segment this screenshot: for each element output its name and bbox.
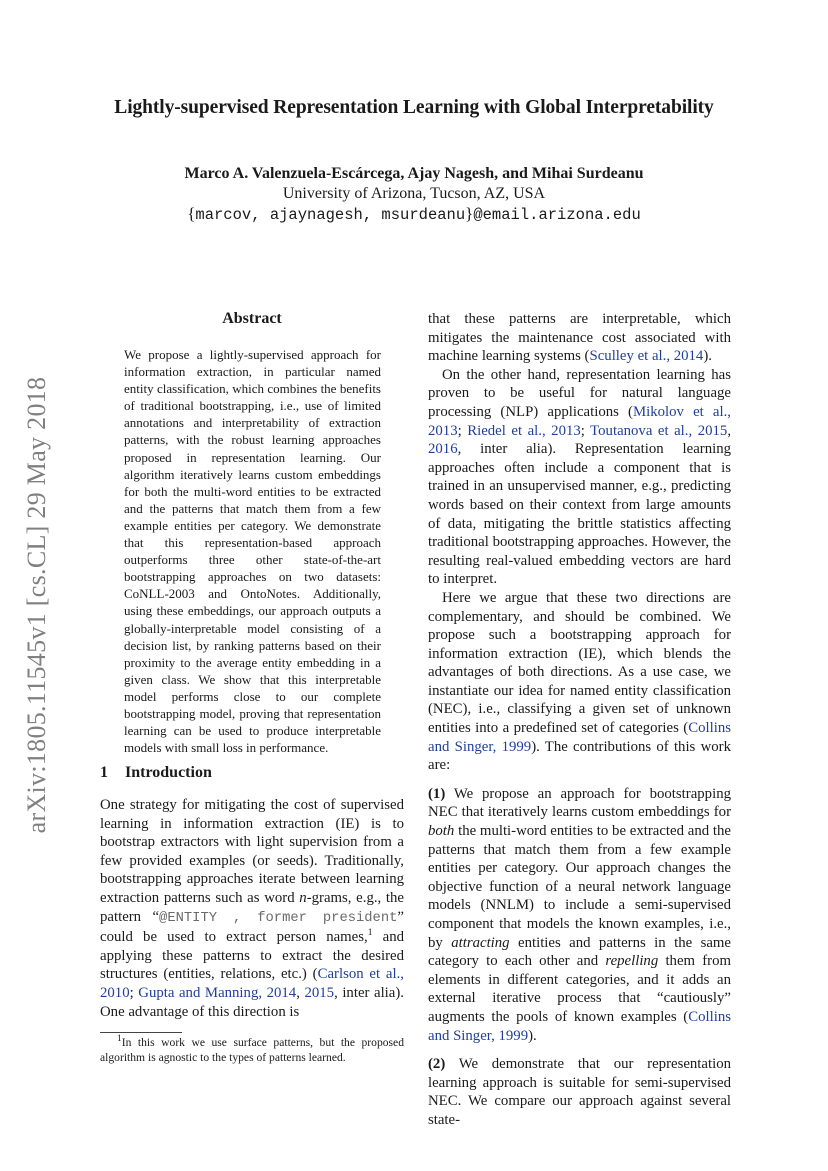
text-run: We demonstrate that our representation learning approach is suitable for semi-supervised NEC. We compare our approach against several state- xyxy=(428,1056,731,1128)
citation-link[interactable]: 2016 xyxy=(428,441,458,458)
citation-link[interactable]: Collins and Singer, 1999 xyxy=(428,1008,731,1044)
paper-title: Lightly-supervised Representation Learning with Global Interpretability xyxy=(114,97,714,118)
abstract-text: We propose a lightly-supervised approach for information extraction, in particular named entity classification, which combines the benefits of traditional bootstrapping, i.e., use of limited annotations and interpretability of extraction patterns, with the robust learning approaches proposed in representation learning. Our algorithm iteratively learns custom embeddings for both the multi-word entities to be extracted and the patterns that match them from a few example entities per category. We demonstrate that this representation-based approach outperforms three other state-of-the-art bootstrapping approaches on two datasets: CoNLL-2003 and OntoNotes. Additionally, using these embeddings, our approach outputs a globally-interpretable model consisting of a decision list, by ranking patterns based on their proximity to the average entity embedding in a given class. We show that this interpretable model performs close to our complete bootstrapping model, proving that representation learning can be used to produce interpretable models with small loss in performance. xyxy=(124,347,381,756)
author-list: Marco A. Valenzuela-Escárcega, Ajay Nagesh, and Mihai Surdeanu xyxy=(184,165,644,182)
citation-link[interactable]: Toutanova et al., 2015 xyxy=(590,422,728,439)
text-run-italic: both xyxy=(428,823,455,840)
text-run: , xyxy=(296,984,305,1001)
citation-link[interactable]: 2015 xyxy=(304,984,335,1001)
footnote-divider xyxy=(100,1032,182,1033)
citation-link[interactable]: Sculley et al., 2014 xyxy=(589,348,704,365)
text-run: ; xyxy=(129,984,139,1001)
text-run-italic: repelling xyxy=(605,953,659,970)
text-run: -grams, e.g., the pattern “ xyxy=(100,889,405,925)
abstract-heading: Abstract xyxy=(222,310,282,327)
text-run: ” could be used to extract person names, xyxy=(100,908,404,946)
text-run: ). xyxy=(703,348,712,365)
text-run: ; xyxy=(457,422,468,439)
citation-link[interactable]: Mikolov et al., 2013 xyxy=(428,403,731,439)
text-run: ). xyxy=(528,1027,537,1044)
citation-link[interactable]: Carlson et al., 2010 xyxy=(100,966,405,1001)
intro-paragraph xyxy=(100,796,404,1021)
text-run: One strategy for mitigating the cost of supervised learning in information extraction (IE) is to bootstrap extractors with light supervision from a few provided examples (or seeds). Traditionally, bootstrapping approaches iterate between learning extraction patterns such as word xyxy=(100,797,404,906)
citation-link[interactable]: Gupta and Manning, 2014 xyxy=(138,984,297,1001)
text-run: them from elements in different categories, and it adds an external iterative process that “cautiously” augments the pools of known examples ( xyxy=(428,953,732,1025)
footnote xyxy=(100,1036,404,1065)
text-run: , xyxy=(727,422,732,439)
paragraph xyxy=(428,589,731,775)
paragraph xyxy=(428,366,731,589)
contribution-1 xyxy=(428,785,731,1045)
section-number: 1 xyxy=(100,764,108,781)
footnote-number: 1 xyxy=(117,1034,122,1045)
text-run: , inter alia). One advantage of this direction is xyxy=(100,984,404,1020)
text-run: entities and patterns in the same category to each other and xyxy=(428,934,731,970)
email-close-brace: } xyxy=(465,204,474,223)
text-run-italic: n xyxy=(299,889,307,906)
text-run-italic: attracting xyxy=(451,934,510,951)
email-usernames: marcov, ajaynagesh, msurdeanu xyxy=(195,206,466,224)
text-run: the multi-word entities to be extracted and the patterns that match them from a few example entities per category. Our approach changes the objective function of a neural network language models (NNLM) to include a semi-supervised component that models the known examples, i.e., by xyxy=(428,823,731,951)
text-run: On the other hand, representation learning has proven to be useful for natural language processing (NLP) applications ( xyxy=(428,366,731,420)
citation-link[interactable]: Collins and Singer, 1999 xyxy=(428,720,731,755)
text-run: ; xyxy=(580,422,591,439)
right-column-body xyxy=(428,310,731,1130)
footnote-marker[interactable]: 1 xyxy=(367,928,373,939)
contribution-label: (2) xyxy=(428,1056,446,1073)
contribution-2 xyxy=(428,1055,731,1129)
pattern-example: @ENTITY , former president xyxy=(159,910,398,926)
affiliation: University of Arizona, Tucson, AZ, USA xyxy=(282,185,546,202)
text-run: that these patterns are interpretable, which mitigates the maintenance cost associated with machine learning systems ( xyxy=(428,311,731,365)
text-run: We propose an approach for bootstrapping NEC that iteratively learns custom embeddings for xyxy=(428,785,731,821)
email-domain: @email.arizona.edu xyxy=(473,206,641,224)
arxiv-identifier: arXiv:1805.11545v1 [cs.CL] 29 May 2018 xyxy=(22,376,51,834)
contribution-label: (1) xyxy=(428,785,446,802)
footnote-text: In this work we use surface patterns, but the proposed algorithm is agnostic to the types of patterns learned. xyxy=(100,1036,404,1064)
text-run: and applying these patterns to extract the desired structures (entities, relations, etc.) ( xyxy=(100,929,404,983)
paragraph xyxy=(428,310,731,366)
text-run: ). The contributions of this work are: xyxy=(428,738,731,774)
section-heading-introduction xyxy=(100,764,212,782)
section-title: Introduction xyxy=(125,764,212,781)
email-open-brace: { xyxy=(187,204,196,223)
author-emails xyxy=(0,204,828,224)
arxiv-sidebar-stamp xyxy=(22,355,52,855)
text-run: Here we argue that these two directions are complementary, and should be combined. We propose such a bootstrapping approach for information extraction (IE), which blends the advantages of both directions. As a use case, we instantiate our idea for named entity classification (NEC), i.e., classifying a given set of unknown entities into a predefined set of categories ( xyxy=(428,589,731,737)
left-column-body xyxy=(100,796,404,1021)
citation-link[interactable]: Riedel et al., 2013 xyxy=(467,422,581,439)
text-run: , inter alia). Representation learning approaches often include a component that is trained in an unsupervised manner, e.g., predicting words based on their context from large amounts of data, mitigating the brittle statistics affecting traditional bootstrapping approaches. However, the resulting real-valued embedding vectors are hard to interpret. xyxy=(428,441,731,588)
